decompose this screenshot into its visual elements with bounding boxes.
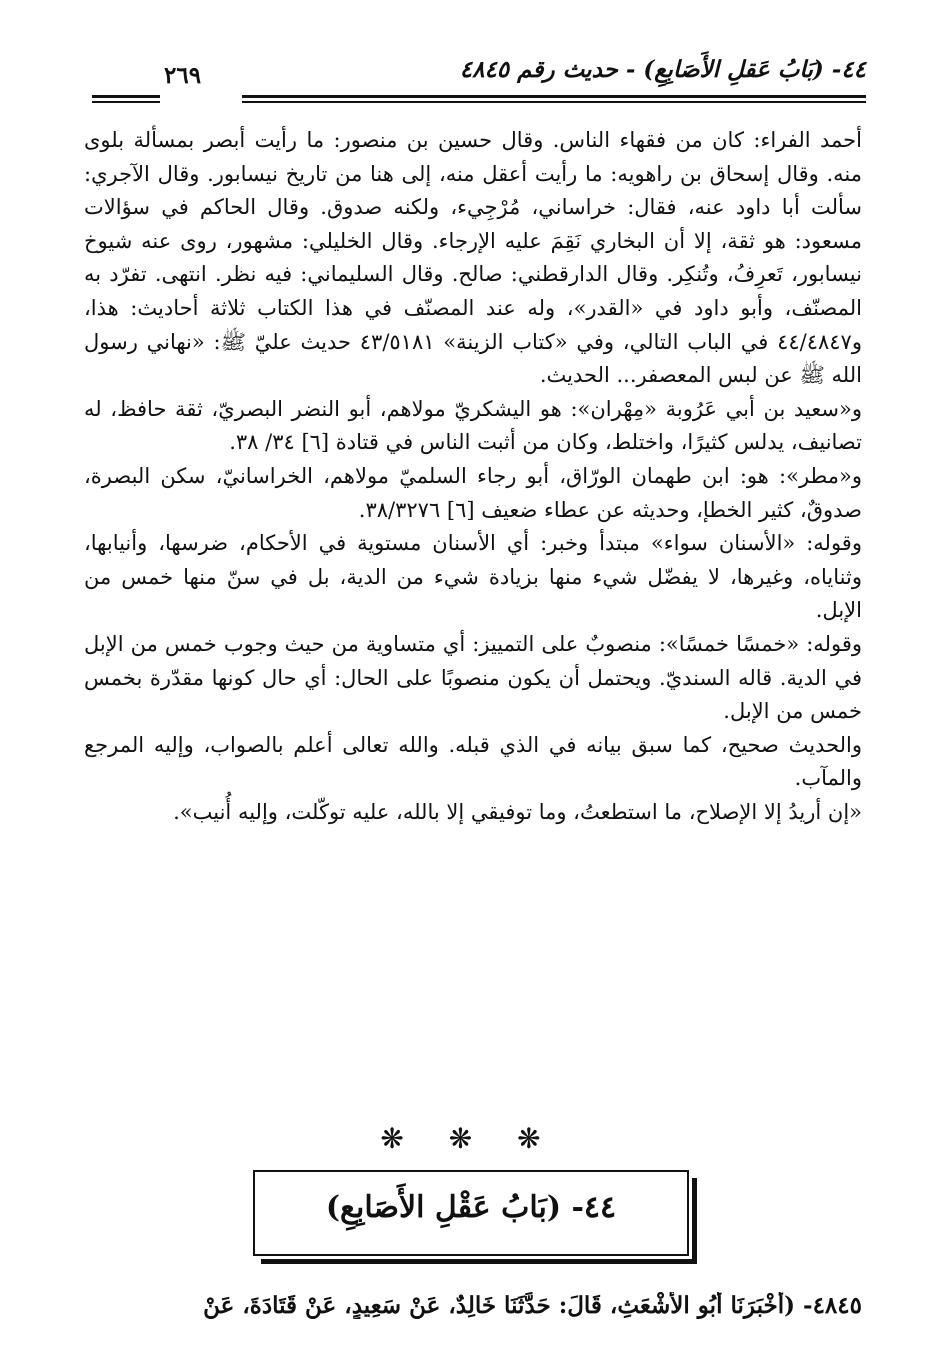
hadith-text: ٤٨٤٥- (أَخْبَرَنَا أَبُو الأَشْعَثِ، قَالَ: حَدَّثَنَا خَالِدٌ، عَنْ سَعِيدٍ، عَنْ قَتَادَةَ، عَنْ	[203, 1292, 862, 1319]
paragraph: وقوله: «خمسًا خمسًا»: منصوبٌ على التمييز: أي متساوية من حيث وجوب خمس من الإبل في الدية. قاله السنديّ. ويحتمل أن يكون منصوبًا على الحال: أي حال كونها مقدّرة بخمس خمس من الإبل.	[84, 631, 862, 724]
paragraph: وقوله: «الأسنان سواء» مبتدأ وخبر: أي الأسنان مستوية في الأحكام، ضرسها، وأنيابها، وثناياه، وغيرها، لا يفضّل شيء منها بزيادة شيء من الدية، بل في سنّ منها خمس من الإبل.	[84, 531, 862, 623]
header-rule	[92, 95, 160, 98]
paragraph: والحديث صحيح، كما سبق بيانه في الذي قبله. والله تعالى أعلم بالصواب، وإليه المرجع والمآب.	[84, 732, 862, 791]
chapter-heading-box	[253, 1170, 689, 1256]
section-separator: ❋ ❋ ❋	[380, 1122, 559, 1155]
paragraph: أحمد الفراء: كان من فقهاء الناس. وقال حسين بن منصور: ما رأيت أبصر بمسألة بلوى منه. وقال إسحاق بن راهويه: ما رأيت أعقل منه، إلى هنا من تاريخ نيسابور. وقال الآجري: سألت أبا داود عنه، فقال: خراساني، مُرْجِيء، ولكنه صدوق. وقال الحاكم في سؤالات مسعود: هو ثقة، إلا أن البخاري نَقِمَ عليه الإرجاء. وقال الخليلي: مشهور، روى عنه شيوخ نيسابور، تَعرِفُ، وتُنكِر. وقال الدارقطني: صالح. وقال السليماني: فيه نظر. انتهى. تفرّد به المصنّف، وأبو داود في «القدر»، وله عند المصنّف في هذا الكتاب ثلاثة أحاديث: هذا، و٤٤/٤٨٤٧ في الباب التالي، وفي «كتاب الزينة» ٤٣/٥١٨١ حديث عليّ ﷺ: «نهاني رسول الله ﷺ عن لبس المعصفر... الحديث.	[84, 128, 862, 388]
running-header	[84, 52, 866, 108]
paragraph: و«سعيد بن أبي عَرُوبة «مِهْران»: هو اليشكريّ مولاهم، أبو النضر البصريّ، ثقة حافظ، له تصانيف، يدلس كثيرًا، واختلط، وكان من أثبت الناس في قتادة [٦] ٣٤/ ٣٨.	[84, 396, 862, 455]
header-rule	[242, 95, 866, 98]
chapter-title: ٤٤- (بَابُ عَقْلِ الأَصَابِعِ)	[325, 1190, 617, 1225]
header-rule	[242, 101, 866, 103]
paragraph: «إن أريدُ إلا الإصلاح، ما استطعتُ، وما توفيقي إلا بالله، عليه توكّلت، وإليه أُنيب».	[173, 799, 862, 824]
paragraph: و«مطر»: هو: ابن طهمان الورّاق، أبو رجاء السلميّ مولاهم، الخراسانيّ، سكن البصرة، صدوقٌ، كثير الخطإ، وحديثه عن عطاء ضعيف [٦] ٣٨/٣٢٧٦.	[84, 463, 862, 522]
page-number: ٢٦٩	[164, 62, 202, 89]
commentary-text	[84, 124, 862, 829]
header-rule	[92, 101, 160, 103]
header-title: ٤٤- (بَابُ عَقلِ الأَصَابِعِ) - حديث رقم ٤٨٤٥	[459, 56, 866, 83]
